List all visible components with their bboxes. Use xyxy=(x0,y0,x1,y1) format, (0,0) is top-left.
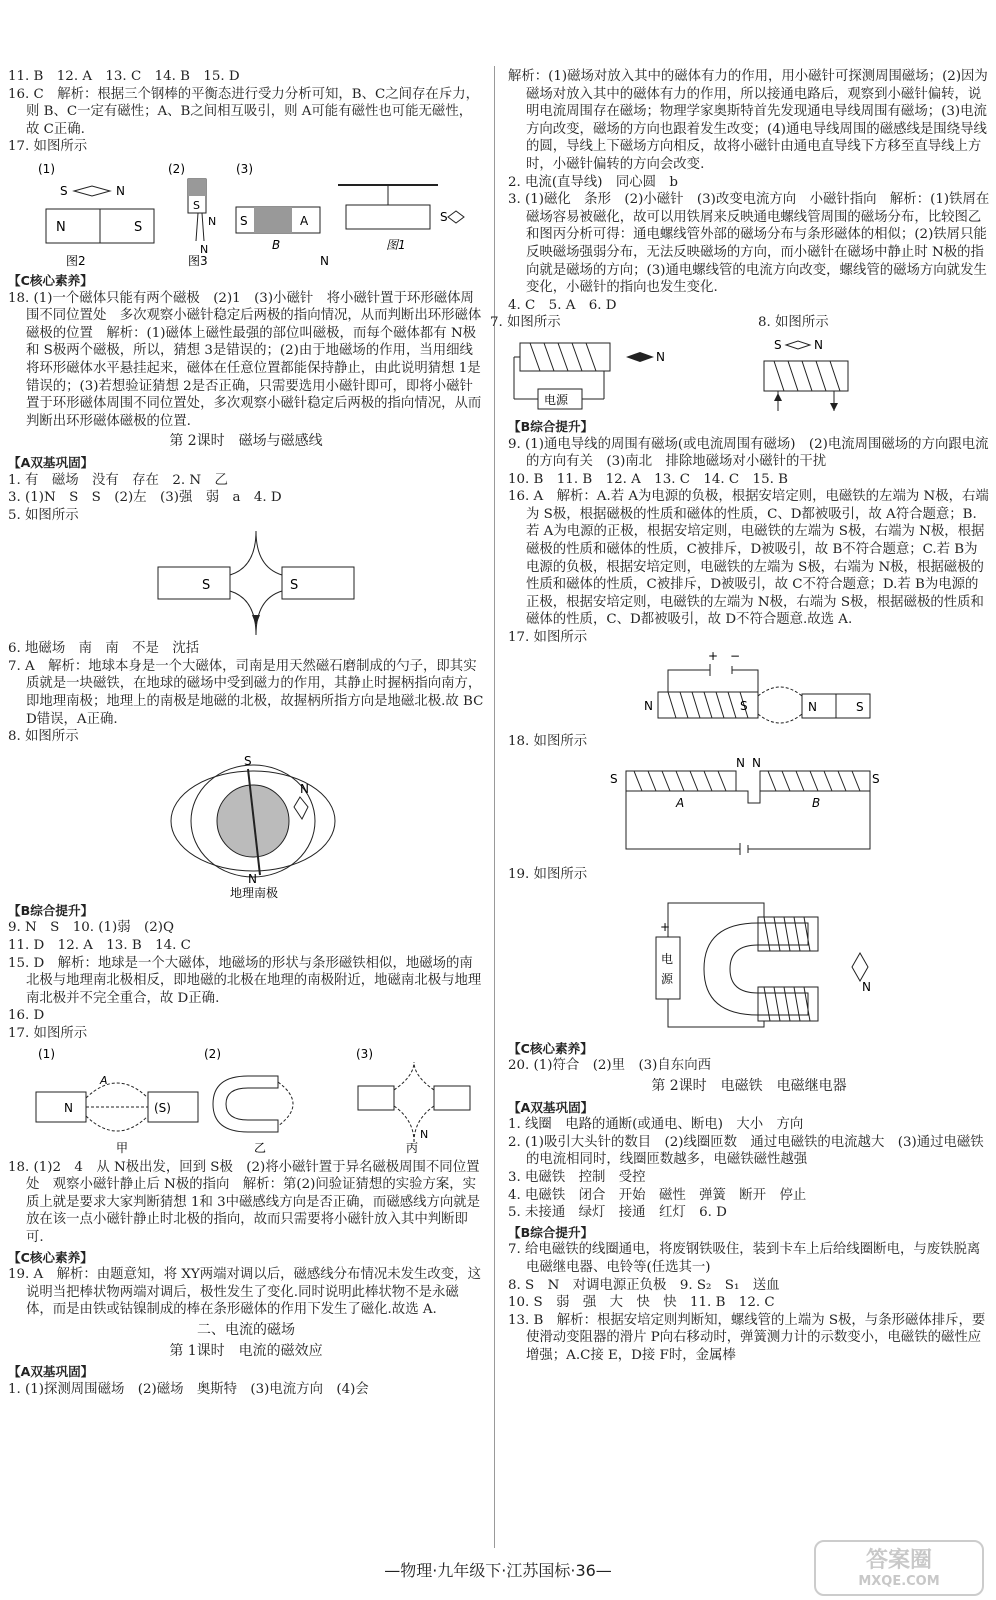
figure-shape xyxy=(732,903,764,1027)
fig-19r xyxy=(508,887,990,1037)
fig-8 xyxy=(8,749,484,899)
figure-label: S xyxy=(134,219,143,235)
figure-label: + xyxy=(708,649,719,663)
figure-label: N xyxy=(200,242,209,256)
figure-label: N xyxy=(64,1100,73,1115)
figure-label: (2) xyxy=(204,1046,221,1061)
lesson-title: 第 2课时 磁场与磁感线 xyxy=(169,433,323,450)
figure-label: 乙 xyxy=(254,1140,267,1155)
figure-shape xyxy=(86,1083,148,1098)
figure-shape xyxy=(520,343,610,371)
figure-shape xyxy=(256,591,282,635)
answer-line: 17. 如图所示 xyxy=(8,1026,88,1041)
section-heading: 【C核心素养】 xyxy=(508,1040,593,1056)
figure-7-8-solenoids xyxy=(508,335,988,415)
answer-line: 3. (1)磁化 条形 (2)小磁针 (3)改变电流方向 小磁针指向 解析：(1)铁屑在磁场容易被磁化，故可以用铁屑来反映通电螺线管周围的磁场分布，比较图乙和图丙分析可得：通电螺线管外部的磁场分布与条形磁体的相似；(2)铁屑只能反映磁场强弱分布，无法反映磁场的方向，而小磁针在磁场中静止时 N极的指向就是磁场的方向；(3)通电螺线管的电流方向改变，螺线管的磁场方向就发生变化，小磁针的指向也发生变化. xyxy=(508,192,990,296)
figure-shape xyxy=(634,771,726,791)
figure-shape xyxy=(202,213,204,241)
figure-label: 地理南极 xyxy=(230,885,279,899)
answer-line: 7. 给电磁铁的线圈通电，将废钢铁吸住，装到卡车上后给线圈断电，与废铁脱离 电磁继电器、电铃等(任选其一) xyxy=(508,1242,994,1275)
figure-label: B xyxy=(812,796,821,811)
figure-label: N xyxy=(736,756,745,771)
figure-label: S xyxy=(290,578,299,594)
figure-label: 甲 xyxy=(116,1140,129,1155)
figure-shape xyxy=(774,361,840,391)
answer-line: 3. 电磁铁 控制 受控 xyxy=(508,1169,646,1185)
lesson-title: 二、电流的磁场 xyxy=(197,1321,295,1338)
figure-label: S xyxy=(610,772,618,787)
figure-shape xyxy=(256,531,282,575)
figure-label: N xyxy=(862,979,871,994)
answer-line xyxy=(490,314,990,332)
left-column xyxy=(8,68,484,1398)
lesson-title: 第 2课时 电磁铁 电磁继电器 xyxy=(651,1078,847,1094)
answer-text: 7. 如图所示 xyxy=(490,315,561,331)
fig-18r xyxy=(508,753,990,863)
answer-line: 10. S 弱 强 大 快 快 11. B 12. C xyxy=(508,1295,775,1311)
answer-line: 16. C 解析：根据三个钢棒的平衡态进行受力分析可知，B、C之间存在斥力，则 B、C一定有磁性；A、B之间相互吸引，则 A可能有磁性也可能无磁性，故 C正确. xyxy=(8,86,479,137)
figure-shape xyxy=(36,1092,86,1122)
figure-shape xyxy=(758,714,802,723)
answer-line: 5. 未接通 绿灯 接通 红灯 6. D xyxy=(508,1205,727,1221)
answer-line: 18. 如图所示 xyxy=(508,733,588,749)
answer-text: 8. 如图所示 xyxy=(758,315,829,331)
answer-line: 20. (1)符合 (2)里 (3)自东向西 xyxy=(508,1058,711,1074)
figure-8-earth-field xyxy=(8,749,478,899)
figure-shape xyxy=(764,917,810,951)
figure-label: (3) xyxy=(356,1046,373,1061)
section-heading: 【C核心素养】 xyxy=(8,272,93,288)
answer-line: 2. 电流(直导线) 同心圆 b xyxy=(508,174,678,190)
answer-line: 1. (1)探测周围磁场 (2)磁场 奥斯特 (3)电流方向 (4)会 xyxy=(8,1381,369,1397)
figure-label: N xyxy=(116,183,125,198)
figure-label: + xyxy=(660,919,671,934)
section-heading: 【A双基巩固】 xyxy=(508,1099,594,1115)
figure-label: N xyxy=(808,699,817,714)
answer-line: 9. N S 10. (1)弱 (2)Q xyxy=(8,920,174,936)
answer-line: 3. (1)N S S (2)左 (3)强 弱 a 4. D xyxy=(8,490,282,506)
figure-shape xyxy=(768,771,860,791)
figure-label: 电源 xyxy=(544,392,569,407)
section-heading: 【C核心素养】 xyxy=(8,1249,93,1265)
answer-line: 8. 如图所示 xyxy=(8,729,79,745)
page-footer: —物理·九年级下·江苏国标·36— xyxy=(384,1561,612,1580)
figure-shape xyxy=(530,343,596,371)
answer-line: 15. D 解析：地球是一个大磁体，地磁场的形状与条形磁铁相似，地磁场的南北极与地理南北极相反，即地磁的北极在地理的南极附近，地磁南北极与地理南北极并不完全重合，故 D正确. xyxy=(8,955,482,1006)
answer-line: 10. B 11. B 12. A 13. C 14. C 15. B xyxy=(508,471,788,487)
figure-label: S xyxy=(60,183,68,198)
figure-label: N xyxy=(644,698,653,713)
answer-line: 19. A 解析：由题意知，将 XY两端对调以后，磁感线分布情况未发生改变，这说明当把棒状物两端对调后，极性发生了变化.同时说明此棒状物不是永磁体，而是由铁或钴镍制成的棒在条形磁体的作用下发生了磁化.故选 A. xyxy=(8,1267,481,1318)
answer-line: 11. B 12. A 13. C 14. B 15. D xyxy=(8,69,240,84)
figure-label: (2) xyxy=(168,161,185,176)
figure-label: N xyxy=(320,253,329,268)
figure-17-magnets xyxy=(8,159,478,269)
figure-shape xyxy=(668,903,738,1027)
figure-shape xyxy=(786,341,810,349)
figure-label: S xyxy=(244,753,252,768)
watermark-line1: 答案圈 xyxy=(865,1548,932,1573)
figure-shape xyxy=(196,213,198,241)
figure-shape xyxy=(704,923,808,1015)
answer-line: 5. 如图所示 xyxy=(8,507,79,523)
figure-17-field-patterns xyxy=(8,1046,478,1156)
figure-shape xyxy=(830,403,838,411)
figure-shape xyxy=(358,1086,394,1110)
figure-shape xyxy=(346,205,430,229)
figure-shape xyxy=(626,352,654,362)
figure-label: A xyxy=(676,796,685,811)
figure-label: S xyxy=(193,198,200,212)
figure-label: A xyxy=(300,213,309,228)
section-heading: 【A双基巩固】 xyxy=(8,454,94,470)
section-heading: 【A双基巩固】 xyxy=(8,1364,94,1380)
figure-label: S xyxy=(856,699,864,714)
answer-line: 19. 如图所示 xyxy=(508,867,588,883)
figure-label: (3) xyxy=(236,161,253,176)
fig-5 xyxy=(8,527,484,637)
figure-shape xyxy=(668,692,748,718)
figure-label: A xyxy=(100,1073,108,1087)
figure-shape xyxy=(158,567,230,599)
figure-shape xyxy=(434,1086,470,1110)
answer-line: 17. 如图所示 xyxy=(508,630,588,646)
figure-5-field-lines xyxy=(8,527,478,637)
figure-label: S xyxy=(202,578,211,594)
figure-shape xyxy=(626,791,870,849)
figure-label: S xyxy=(740,698,748,713)
figure-label: N xyxy=(656,349,665,364)
column-separator xyxy=(494,66,495,1548)
answer-line: 8. S N 对调电源正负极 9. S₂ S₁ 送血 xyxy=(508,1277,780,1293)
lesson-title: 第 1课时 电流的磁效应 xyxy=(169,1342,323,1359)
figure-shape xyxy=(774,393,782,401)
figure-shape xyxy=(230,591,256,635)
figure-label: S xyxy=(240,213,248,228)
watermark-line2: MXQE.COM xyxy=(858,1574,940,1589)
answer-line: 7. A 解析：地球本身是一个大磁体，司南是用天然磁石磨制成的勺子，即其实质就是一块磁铁，在地球的磁场中受到磁力的作用，其静止时握柄指向南方，即地理南极；地理上的南极是地磁的北极，故握柄所指方向是地磁北极.故 BCD错误，A正确. xyxy=(8,658,484,727)
figure-18-two-solenoids xyxy=(508,753,988,863)
figure-label: − xyxy=(730,649,741,663)
answer-line: 1. 线圈 电路的通断(或通电、断电) 大小 方向 xyxy=(508,1117,804,1133)
figure-label: 丙 xyxy=(406,1140,419,1155)
fig-17a xyxy=(8,159,484,269)
figure-label: 图1 xyxy=(386,237,406,252)
figure-label: N xyxy=(420,1127,429,1141)
figure-shape xyxy=(414,1062,434,1090)
figure-17-electromagnet xyxy=(508,650,988,730)
figure-shape xyxy=(668,670,758,692)
answer-line: 18. (1)2 4 从 N极出发，回到 S极 (2)将小磁针置于异名磁极周围不同位置处 观察小磁针静止后 N极的指向 解析：第(2)问验证猜想的实验方案，实质上就是要求大家判断猜想 1和 3中磁感线方向是否正确，而磁感线方向就是放在该一点小磁针静止时北极的指向，故而只需要将小磁针放入其中判断即可. xyxy=(8,1159,481,1245)
fig-17r xyxy=(508,650,990,730)
figure-shape xyxy=(394,1106,414,1142)
section-heading: 【B综合提升】 xyxy=(8,902,94,918)
figure-shape xyxy=(213,1076,278,1132)
figure-shape xyxy=(74,186,110,196)
answer-line: 13. B 解析：根据安培定则判断知，螺线管的上端为 S极，与条形磁体排斥，要使滑动变阻器的滑片 P向右移动时，弹簧测力计的示数变小，电磁铁的磁性应增强；A.C接 E，D接 F时，金属棒 xyxy=(508,1312,986,1363)
figure-shape xyxy=(394,1062,414,1090)
figure-label: N xyxy=(300,781,309,796)
figure-label: S xyxy=(440,209,448,224)
figure-shape xyxy=(188,179,206,196)
answer-line: 4. C 5. A 6. D xyxy=(508,297,617,313)
figure-label: N xyxy=(752,756,761,771)
figure-shape xyxy=(86,1116,148,1131)
figure-shape xyxy=(278,1082,293,1126)
figure-shape xyxy=(758,687,802,696)
answer-line: 6. 地磁场 南 南 不是 沈括 xyxy=(8,641,200,657)
right-column xyxy=(490,68,994,1365)
figure-shape xyxy=(252,615,260,625)
fig-17b xyxy=(8,1046,484,1156)
answer-line: 16. D xyxy=(8,1008,45,1024)
fig-78 xyxy=(508,335,990,415)
figure-label: 源 xyxy=(661,971,674,986)
answer-line: 解析：(1)磁场对放入其中的磁体有力的作用，用小磁针可探测周围磁场；(2)因为磁场对放入其中的磁体有力的作用，所以接通电路后，观察到小磁针偏转，说明电流周围存在磁场；物理学家奥斯特首先发现通电导线周围有磁场；(3)电流方向改变，磁场的方向也跟着发生改变；(4)通电导线周围的磁感线是围绕导线的圆，导线上下磁场方向相反，故将小磁针由通电直导线下方移至直导线上方时，小磁针偏转的方向会改变. xyxy=(508,69,988,172)
figure-label: 电 xyxy=(661,951,674,966)
figure-shape xyxy=(764,987,810,1021)
answer-line: 16. A 解析：A.若 A为电源的负极，根据安培定则，电磁铁的左端为 N极，右端为 S极，根据磁极的性质和磁体的性质，C、D都被吸引，故 A符合题意；B.若 A为电源的正极，根据安培定则，电磁铁的左端为 S极，右端为 N极，根据磁极的性质和磁体的性质，C被排斥，D被吸引，故 B不符合题意；C.若 B为电源的负极，根据安培定则，电磁铁的左端为 S极，右端为 N极，根据磁极的性质和磁体的性质，C被排斥，D被吸引，故 C不符合题意；D.若 B为电源的正极，根据安培定则，电磁铁的左端为 N极，右端为 S极，根据磁极的性质和磁体的性质，C、D都被吸引，故 D不符合题意.故选 A. xyxy=(508,489,989,628)
answer-line: 17. 如图所示 xyxy=(8,139,88,155)
section-heading: 【B综合提升】 xyxy=(508,1224,594,1240)
figure-shape xyxy=(254,207,292,233)
figure-label: B xyxy=(272,237,281,252)
figure-shape xyxy=(852,953,868,981)
answer-line: 1. 有 磁场 没有 存在 2. N 乙 xyxy=(8,472,228,488)
figure-shape xyxy=(448,211,464,223)
figure-label: 图2 xyxy=(66,253,86,268)
watermark-logo xyxy=(814,1540,984,1596)
figure-label: N xyxy=(56,219,66,235)
figure-shape xyxy=(230,531,256,575)
figure-label: N xyxy=(814,337,823,352)
figure-label: N xyxy=(248,871,257,886)
figure-shape xyxy=(294,797,308,819)
figure-label: S xyxy=(774,337,782,352)
answer-line: 9. (1)通电导线的周围有磁场(或电流周围有磁场) (2)电流周围磁场的方向跟电流的方向有关 (3)南北 排除地磁场对小磁针的干扰 xyxy=(508,436,989,470)
answer-line: 18. (1)一个磁体只能有两个磁极 (2)1 (3)小磁针 将小磁针置于环形磁体周围不同位置处 多次观察小磁针稳定后两极的指向情况，从而判断出环形磁体磁极的位置 解析：(1)磁体上磁性最强的部位叫磁极，而每个磁体都有 N极和 S极两个磁极，所以，猜想 3是错误的；(2)由于地磁场的作用，当用细线将环形磁体水平悬挂起来，磁体在任意位置都能保持静止，由此说明猜想 1是错误的；(3)若想验证猜想 2是否正确，只需要选用小磁针即可，即将小磁针置于环形磁体周围不同位置处，多次观察小磁针稳定后两极的指向情况，从而判断出环形磁体磁极的位置. xyxy=(8,290,482,429)
figure-label: 图3 xyxy=(188,253,208,268)
answer-line: 2. (1)吸引大头针的数目 (2)线圈匝数 通过电磁铁的电流越大 (3)通过电磁铁的电流相同时，线圈匝数越多，电磁铁磁性越强 xyxy=(508,1134,984,1168)
figure-label: (1) xyxy=(38,161,55,176)
answer-line: 4. 电磁铁 闭合 开始 磁性 弹簧 断开 停止 xyxy=(508,1187,807,1203)
section-heading: 【B综合提升】 xyxy=(508,418,594,434)
figure-19-horseshoe xyxy=(508,887,988,1037)
figure-shape xyxy=(656,937,680,999)
figure-label: N xyxy=(208,214,217,228)
figure-label: (S) xyxy=(154,1100,171,1115)
figure-label: S xyxy=(872,772,880,787)
figure-label: (1) xyxy=(38,1046,55,1061)
answer-line: 11. D 12. A 13. B 14. C xyxy=(8,938,191,954)
